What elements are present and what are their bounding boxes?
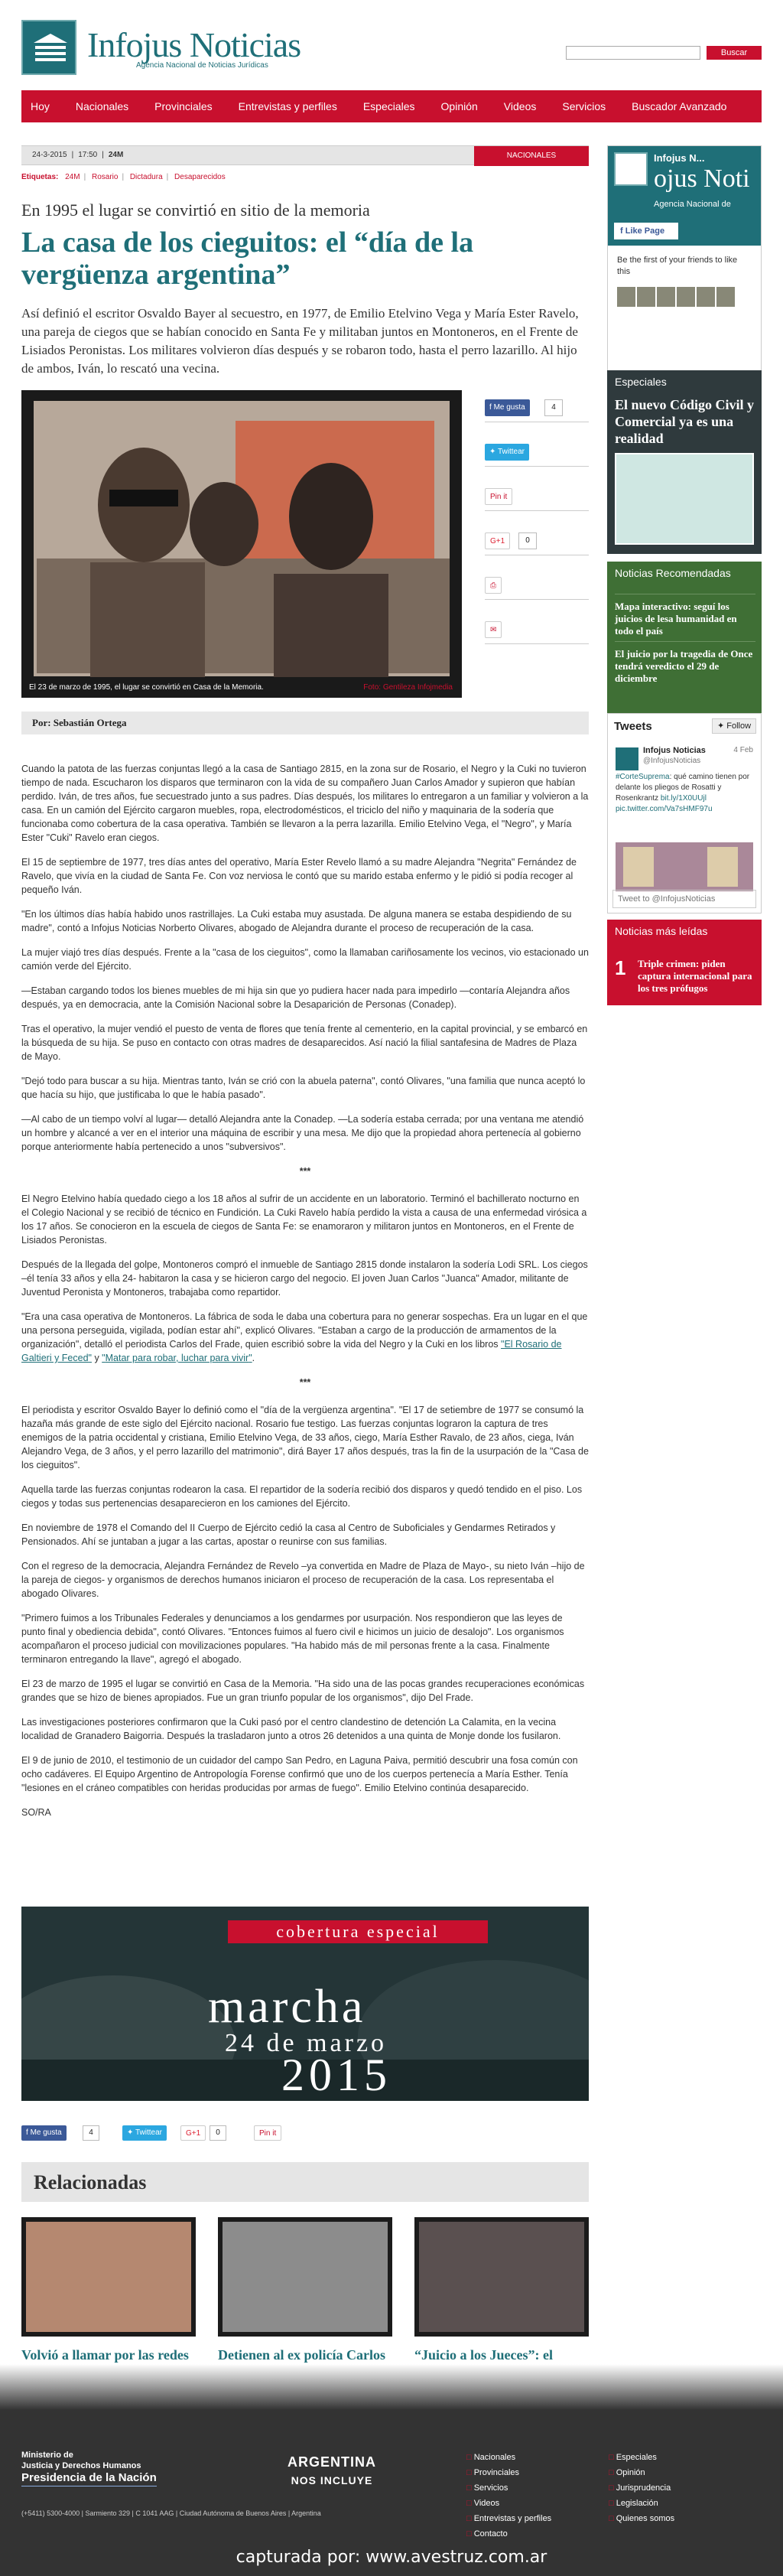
paragraph: Con el regreso de la democracia, Alejandra Fernández de Revelo –ya convertida en Madre de Plaza de Mayo-, su nieto Iván –hijo de la pareja de ciegos- y organismos de derechos humanos iniciaron el proceso de recuperación de la casa. Los representaba el abogado Olivares. — [21, 1561, 585, 1599]
article-tag-short[interactable]: 24M — [108, 151, 124, 159]
article-author: Por: Sebastián Ortega — [21, 712, 589, 734]
tag-link[interactable]: Dictadura — [129, 173, 163, 181]
article-date: 24-3-2015 — [32, 151, 67, 159]
related-title[interactable]: Volvió a llamar por las redes — [21, 2347, 189, 2363]
article-lead: Así definió el escritor Osvaldo Bayer al secuestro, en 1977, de Emilio Etelvino Vega y María Ester Ravelo, una pareja de ciegos que se habían conocido en Santa Fe y militaban juntos en Montoneros, en el Frente de Lisiados Peronistas. Los militares volvieron días después y se robaron todo, hasta el perro lazarillo. Al hijo de ambos, Iván, lo rescató una vecina. — [21, 306, 579, 376]
tweet-button[interactable]: ✦ Twittear — [122, 2125, 167, 2141]
fb-cover-text: ojus Noti — [654, 164, 750, 193]
gplus-count: 0 — [518, 532, 537, 549]
paragraph: "Era una casa operativa de Montoneros. La fábrica de soda le daba una cobertura para no generar sospechas. Era un lugar en el que una persona perseguida, vigilada, podían estar ahí", explicó Olivares. "Estaban a cargo de la producción de armamentos de la organización", detalló el periodista Carlos del Frade, quien escribió sobre la vida del Negro y la Cuki en los libros "El Rosario de Galtieri y Feced" y "Matar para robar, luchar para vivir". — [21, 1311, 588, 1363]
paragraph: "Dejó todo para buscar a su hija. Mientras tanto, Iván se crió con la abuela paterna", contó Olivares, "una familia que nunca aceptó lo que hacía su hijo, que justificaba lo que le había pasado". — [21, 1076, 586, 1100]
section-badge[interactable]: NACIONALES — [474, 146, 589, 166]
twitter-follow-button[interactable]: ✦ Follow — [712, 718, 756, 734]
share-column — [485, 399, 589, 666]
section-separator: *** — [299, 1166, 311, 1177]
paragraph: La mujer viajó tres días después. Frente a la "casa de los cieguitos", como la llamaban cariñosamente los vecinos, vio estacionado un camión verde del Ejército. — [21, 947, 589, 972]
footer-links-2 — [609, 2450, 674, 2526]
tweet-handle[interactable]: @InfojusNoticias — [643, 757, 701, 765]
nav-buscador[interactable]: Buscador Avanzado — [632, 100, 727, 112]
site-header — [21, 15, 762, 77]
footer-link[interactable]: □ Nacionales — [466, 2450, 551, 2465]
tag-link[interactable]: 24M — [65, 173, 80, 181]
paragraph: El 15 de septiembre de 1977, tres días antes del operativo, María Ester Revelo llamó a su madre Alejandra "Negrita" Fernández de Ravelo, que vivía en la ciudad de Santa Fe. Con voz nerviosa le contó que su marido estaba enfermo y le pidió si podía recoger al pequeño Iván. — [21, 857, 577, 895]
fb-friends-text: Be the first of your friends to like this — [617, 256, 738, 276]
fb-like-page-button[interactable]: f Like Page — [614, 223, 678, 239]
facebook-count: 4 — [83, 2125, 99, 2141]
related-title[interactable]: Detienen al ex policía Carlos — [218, 2347, 385, 2363]
banner-title: marcha — [208, 1981, 366, 2033]
tags-row: Etiquetas: 24M | Rosario | Dictadura | Desaparecidos — [21, 173, 226, 181]
facebook-like-button[interactable]: f Me gusta — [21, 2125, 67, 2141]
related-thumbnail[interactable] — [414, 2217, 589, 2337]
especiales-title[interactable]: El nuevo Código Civil y Comercial ya es una realidad — [615, 397, 755, 446]
facebook-like-button[interactable]: f Me gusta — [485, 399, 530, 416]
footer-link[interactable]: □ Opinión — [609, 2465, 674, 2480]
related-header — [21, 2162, 589, 2202]
paragraph: Cuando la patota de las fuerzas conjuntas llegó a la casa de Santiago 2815, en la zona sur de Rosario, el Negro y la Cuki no tuvieron tiempo de nada. Escucharon los disparos que terminaron con la vida de su compañero Juan Carlos Amador y supieron que habían perdido. Iván, de tres años, fue secuestrado junto a sus padres. Días después, los militares lo entregaron a un familiar y volvieron a la casa. En un camión del Ejército cargaron muebles, ropa, electrodomésticos, el triciclo del niño y maquinaria de la sodería que funcionaba como cobertura de la casa operativa. También se llevaron a la perra lazarilla. Emilio Etelvino Vega, el "Negro", y María Ester "Cuki" Ravelo eran ciegos. — [21, 764, 589, 843]
nav-especiales[interactable]: Especiales — [362, 100, 415, 112]
avatar[interactable] — [616, 747, 638, 770]
article-photo[interactable] — [21, 390, 462, 698]
fb-cover-sub: Agencia Nacional de — [654, 200, 731, 209]
presidencia-link[interactable]: Presidencia de la Nación — [21, 2471, 157, 2486]
print-icon[interactable]: ⎙ — [485, 577, 502, 594]
ministry-name[interactable]: Ministerio de Justicia y Derechos Humanos — [21, 2451, 141, 2470]
main-nav — [21, 90, 762, 122]
banner-tag: cobertura especial — [228, 1920, 488, 1943]
bottom-share-bar — [21, 2124, 589, 2144]
banner-year: 2015 — [281, 2050, 392, 2100]
tweet-body: #CorteSuprema: qué camino tienen por delante los pliegos de Rosatti y Rosenkrantz bit.ly/1X0UUjl pic.twitter.com/Va7sHMF97u — [616, 773, 750, 813]
twitter-icon: ✦ — [489, 448, 496, 456]
article-meta-bar: 24-3-2015 | 17:50 | 24M NACIONALES — [21, 145, 589, 165]
facebook-icon: f — [489, 403, 492, 412]
footer-link[interactable]: □ Legislación — [609, 2496, 674, 2511]
argentina-logo[interactable]: ARGENTINA NOS INCLUYE — [288, 2454, 376, 2486]
paragraph: El 9 de junio de 2010, el testimonio de un cuidador del campo San Pedro, en Laguna Paiva, permitió descubrir una fosa común con ocho cadáveres. El Equipo Argentino de Antropología Forense confirmó que uno de los cuerpos pertenecía a María Esther. Tenía "lesiones en el cráneo compatibles con heridas producidas por armas de fuego". Emilio Etelvino continúa desaparecido. — [21, 1755, 578, 1793]
facebook-count: 4 — [544, 399, 563, 416]
paragraph: Aquella tarde las fuerzas conjuntas rodearon la casa. El repartidor de la sodería recibió dos disparos y quedó tendido en el piso. Los ciegos y todas sus pertenencias desaparecieron en los camiones del Ejército. — [21, 1484, 583, 1509]
tag-link[interactable]: Desaparecidos — [174, 173, 226, 181]
nav-entrevistas[interactable]: Entrevistas y perfiles — [238, 100, 337, 112]
capture-credit: capturada por: www.avestruz.com.ar — [236, 2548, 547, 2567]
footer-link[interactable]: □ Servicios — [466, 2480, 551, 2496]
infojus-logo-icon[interactable] — [21, 20, 76, 75]
tweet-link[interactable]: bit.ly/1X0UUjl pic.twitter.com/Va7sHMF97u — [616, 794, 713, 813]
logo-wordmark[interactable]: Infojus Noticias — [87, 25, 301, 64]
especiales-box[interactable] — [607, 370, 762, 554]
nav-nacionales[interactable]: Nacionales — [75, 100, 129, 112]
fb-faces — [617, 287, 736, 309]
pinterest-button[interactable]: Pin it — [485, 488, 512, 505]
twitter-widget — [607, 713, 762, 913]
paragraph: Después de la llegada del golpe, Montoneros compró el inmueble de Santiago 2815 donde instalaron la sodería Lodi SRL. Los ciegos –él tenía 33 años y ella 24- habitaron la casa y se hicieron cargo del negocio. El joven Juan Carlos "Juanca" Amador, militante de Juventud Peronista y Montoneros, trabajaba como repartidor. — [21, 1259, 588, 1298]
mas-leida-title[interactable]: Triple crimen: piden captura internacional para los tres prófugos — [638, 958, 752, 994]
avatar — [657, 287, 675, 307]
email-icon[interactable]: ✉ — [485, 621, 502, 638]
banner-date: 24 de marzo — [225, 2029, 388, 2057]
related-heading: Relacionadas — [34, 2171, 147, 2193]
mas-leidas-box — [607, 920, 762, 1005]
footer-link[interactable]: □ Provinciales — [466, 2465, 551, 2480]
tags-label: Etiquetas: — [21, 173, 59, 181]
footer-link[interactable]: □ Videos — [466, 2496, 551, 2511]
article-time: 17:50 — [78, 151, 98, 159]
paragraph: —Estaban cargando todos los bienes muebles de mi hija sin que yo pudiera hacer nada para impedirlo —contaría Alejandra años después, ya en democracia, ante la Comisión Nacional sobre la Desaparición de Personas (Conadep). — [21, 985, 570, 1010]
search-button[interactable]: Buscar — [707, 46, 762, 60]
article-kicker: En 1995 el lugar se convirtió en sitio de la memoria — [21, 200, 370, 220]
marcha-banner[interactable] — [21, 1907, 589, 2101]
footer-address: (+5411) 5300-4000 | Sarmiento 329 | C 1041 AAG | Ciudad Autónoma de Buenos Aires | Argentina — [21, 2509, 321, 2517]
article-body — [21, 762, 589, 1830]
avatar — [716, 287, 735, 307]
especiales-image[interactable] — [615, 453, 754, 545]
tweet-hashtag[interactable]: #CorteSuprema — [616, 773, 670, 781]
tweet-photo[interactable] — [616, 842, 753, 891]
paragraph: "En los últimos días había habido unos rastrillajes. La Cuki estaba muy asustada. De alguna manera se estaba despidiendo de su madre", contó a Infojus Noticias Norberto Olivares, abogado de Alejandra durante el proceso de recuperación de la casa. — [21, 909, 572, 933]
footer-link[interactable]: □ Quienes somos — [609, 2511, 674, 2526]
avatar — [697, 287, 715, 307]
paragraph: Las investigaciones posteriores confirmaron que la Cuki pasó por el centro clandestino de detención La Calamita, en la vecina localidad de Granadero Baigorria. Después la trasladaron junto a otros 26 detenidos a una quinta de Monje donde los fusilaron. — [21, 1717, 561, 1741]
footer-link[interactable]: □ Jurisprudencia — [609, 2480, 674, 2496]
tweet-input[interactable]: Tweet to @InfojusNoticias — [612, 890, 756, 908]
footer-link[interactable]: □ Entrevistas y perfiles — [466, 2511, 551, 2526]
especiales-heading[interactable]: Especiales — [607, 370, 762, 393]
nav-servicios[interactable]: Servicios — [562, 100, 606, 112]
search-input[interactable] — [566, 46, 700, 60]
twitter-icon: ✦ — [716, 721, 725, 731]
nav-provinciales[interactable]: Provinciales — [154, 100, 213, 112]
facebook-icon: f — [620, 226, 623, 236]
site-footer — [0, 2364, 783, 2576]
book-link[interactable]: "Matar para robar, luchar para vivir" — [102, 1353, 252, 1363]
tweets-heading: Tweets — [614, 720, 652, 733]
infojus-logo-icon[interactable] — [614, 152, 648, 186]
paragraph: El 23 de marzo de 1995 el lugar se convirtió en Casa de la Memoria. "Ha sido una de las pocas grandes recuperaciones económicas grandes que se hizo de bienes apropiados. Fue un gran triunfo popular de los organismos", dijo Del Frade. — [21, 1679, 585, 1703]
related-thumbnail[interactable] — [21, 2217, 196, 2337]
mas-leidas-heading: Noticias más leídas — [607, 920, 762, 943]
gplus-button[interactable]: G+1 — [485, 532, 510, 549]
section-separator: *** — [299, 1377, 311, 1388]
paragraph: "Primero fuimos a los Tribunales Federales y denunciamos a los gendarmes por usurpación. Nos respondieron que las leyes de punto final y obediencia debida", contó Olivares. "Entonces fuimos al fuero civil e hicimos un juicio de desalojo". Los organismos acompañaron el proceso judicial con movilizaciones populares. "Ha habido más de mil personas frente a la casa. Finalmente terminaron entregando la llave", agregó el abogado. — [21, 1613, 564, 1665]
footer-link[interactable]: □ Contacto — [466, 2526, 551, 2542]
photo-caption: El 23 de marzo de 1995, el lugar se convirtió en Casa de la Memoria. — [29, 683, 264, 692]
book-link[interactable]: "El Rosario de Galtieri y Feced" — [21, 1339, 562, 1363]
avatar — [677, 287, 695, 307]
nav-hoy[interactable]: Hoy — [31, 100, 50, 112]
paragraph: En noviembre de 1978 el Comando del II Cuerpo de Ejército cedió la casa al Centro de Suboficiales y Gendarmes Retirados y Pensionados. Ahí se juntaban a jugar a las cartas, apostar o reunirse con sus familias. — [21, 1522, 556, 1547]
pinterest-button[interactable]: Pin it — [254, 2125, 281, 2141]
footer-links-1 — [466, 2450, 551, 2542]
fb-page-name[interactable]: Infojus N... — [654, 152, 705, 164]
paragraph: El periodista y escritor Osvaldo Bayer lo definió como el "día de la vergüenza argentina". "El 17 de setiembre de 1977 se consumó la hazaña más grande de este siglo del Ejército nacional. Rosario fue testigo. Las fuerzas conjuntas lograron la captura de tres enemigos de la patria occidental y cristiana, Emilio Etelvino Vega, de 33 años, ciego, María Esther Ravalo, de 23 años, ciega, Iván Alejandro Vega, de 3 años, y el perro lazarillo del matrimonio", dirá Bayer 17 años después, tras la fin de la usurpación de la "Casa de los cieguitos". — [21, 1405, 589, 1470]
related-title[interactable]: “Juicio a los Jueces”: el — [414, 2347, 553, 2363]
avatar — [617, 287, 635, 307]
tweet-date[interactable]: 4 Feb — [733, 746, 753, 754]
photo-credit: Foto: Gentileza Infojmedia — [363, 683, 453, 692]
rank-number: 1 — [615, 956, 626, 979]
tweet-button[interactable]: ✦ Twittear — [485, 444, 529, 461]
recomendada-item[interactable]: Mapa interactivo: seguí los juicios de lesa humanidad en todo el país — [615, 594, 755, 637]
nav-opinion[interactable]: Opinión — [440, 100, 478, 112]
recomendadas-heading: Noticias Recomendadas — [607, 562, 762, 585]
tag-link[interactable]: Rosario — [91, 173, 119, 181]
paragraph: Tras el operativo, la mujer vendió el puesto de venta de flores que tenía frente al cementerio, en la capital provincial, y se embarcó en la búsqueda de su hija. Se puso en contacto con otras madres de desaparecidos. Así nació la filial santafesina de Madres de Plaza de Mayo. — [21, 1024, 588, 1062]
logo-subtitle: Agencia Nacional de Noticias Jurídicas — [136, 61, 268, 70]
recomendada-item[interactable]: El juicio por la tragedia de Once tendrá veredicto el 29 de diciembre — [615, 641, 755, 685]
article-title: La casa de los cieguitos: el “día de la vergüenza argentina” — [21, 226, 474, 291]
paragraph: SO/RA — [21, 1807, 51, 1818]
related-thumbnail[interactable] — [218, 2217, 392, 2337]
gplus-count: 0 — [210, 2125, 226, 2141]
recomendadas-box — [607, 562, 762, 738]
tweet-author[interactable]: Infojus Noticias — [643, 746, 706, 755]
nav-videos[interactable]: Videos — [503, 100, 537, 112]
avatar — [637, 287, 655, 307]
footer-link[interactable]: □ Especiales — [609, 2450, 674, 2465]
paragraph: —Al cabo de un tiempo volví al lugar— detalló Alejandra ante la Conadep. —La sodería estaba cerrada; por una ventana me atendió un hombre y alcancé a ver en el interior una máquina de escribir y una mesa. Me dijo que la propiedad ahora pertenecía al gobierno porque anteriormente había pertenecido a unos "subversivos". — [21, 1114, 584, 1152]
paragraph: El Negro Etelvino había quedado ciego a los 18 años al sufrir de un accidente en un laboratorio. Terminó el bachillerato nocturno en el Colegio Nacional y se recibió de técnico en Fundición. La Cuki Ravelo había perdido la vista a causa de una enfermedad virósica a los 17 años. Se conocieron en la escuela de ciegos de Santa Fe: se enamoraron y militaron juntos en Montoneros, en el Frente de Lisiados Peronistas. — [21, 1194, 587, 1246]
gplus-button[interactable]: G+1 — [180, 2125, 206, 2141]
